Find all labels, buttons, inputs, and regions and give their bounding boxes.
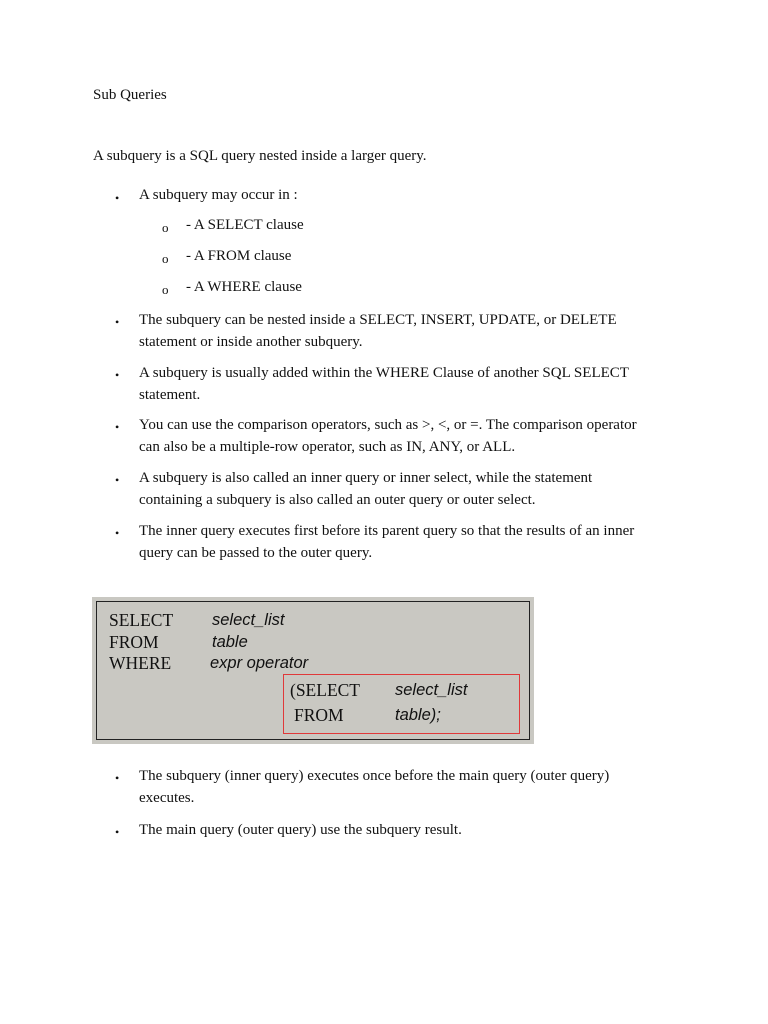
code-keyword: FROM — [109, 632, 159, 652]
page-title: Sub Queries — [93, 87, 167, 103]
code-keyword: WHERE — [109, 653, 172, 673]
bullet: • — [115, 315, 120, 329]
bullet: • — [115, 191, 120, 205]
bullet-text — [139, 309, 617, 353]
code-argument: expr operator — [210, 654, 309, 672]
code-keyword: FROM — [294, 705, 344, 725]
code-argument: select_list — [212, 611, 285, 629]
bullet-line: The subquery can be nested inside a SELECT, INSERT, UPDATE, or DELETE — [139, 312, 617, 328]
bullet-line: query can be passed to the outer query. — [139, 545, 373, 561]
bullet: • — [115, 825, 120, 839]
sub-item: - A WHERE clause — [186, 279, 302, 295]
bullet: • — [115, 526, 120, 540]
bullet-text — [139, 467, 592, 511]
code-keyword: SELECT — [109, 610, 174, 630]
code-argument: table — [212, 633, 248, 651]
bullet-text — [139, 184, 298, 206]
code-keyword: (SELECT — [290, 680, 360, 700]
bullet-text — [139, 819, 462, 841]
bullet: • — [115, 771, 120, 785]
bullet: • — [115, 420, 120, 434]
sub-bullet: o — [162, 282, 169, 297]
bullet: • — [115, 368, 120, 382]
sub-bullet: o — [162, 220, 169, 235]
bullet-text — [139, 362, 629, 406]
bullet-line: can also be a multiple-row operator, such as IN, ANY, or ALL. — [139, 439, 516, 455]
bullet-line: The inner query executes first before its parent query so that the results of an inner — [139, 523, 635, 539]
bullet-line: statement. — [139, 387, 201, 403]
sub-item: - A SELECT clause — [186, 217, 304, 233]
bullet-line: executes. — [139, 790, 195, 806]
sub-item: - A FROM clause — [186, 248, 292, 264]
intro-paragraph: A subquery is a SQL query nested inside a larger query. — [93, 148, 427, 164]
figure-frame — [96, 601, 530, 740]
bullet-line: The subquery (inner query) executes once before the main query (outer query) — [139, 768, 610, 784]
bullet-text — [139, 520, 634, 564]
bullet: • — [115, 473, 120, 487]
bullet-line: You can use the comparison operators, such as >, <, or =. The comparison operator — [139, 417, 637, 433]
sub-bullet: o — [162, 251, 169, 266]
bullet-text — [139, 765, 609, 809]
sql-syntax-figure — [92, 597, 534, 744]
bullet-line: The main query (outer query) use the subquery result. — [139, 822, 462, 838]
bullet-line: containing a subquery is also called an outer query or outer select. — [139, 492, 536, 508]
bullet-text — [139, 414, 637, 458]
bullet-line: statement or inside another subquery. — [139, 334, 363, 350]
bullet-line: A subquery is usually added within the WHERE Clause of another SQL SELECT — [139, 365, 629, 381]
code-argument: table); — [395, 706, 441, 724]
bullet-line: A subquery may occur in : — [139, 187, 298, 203]
bullet-line: A subquery is also called an inner query or inner select, while the statement — [139, 470, 593, 486]
code-argument: select_list — [395, 681, 468, 699]
